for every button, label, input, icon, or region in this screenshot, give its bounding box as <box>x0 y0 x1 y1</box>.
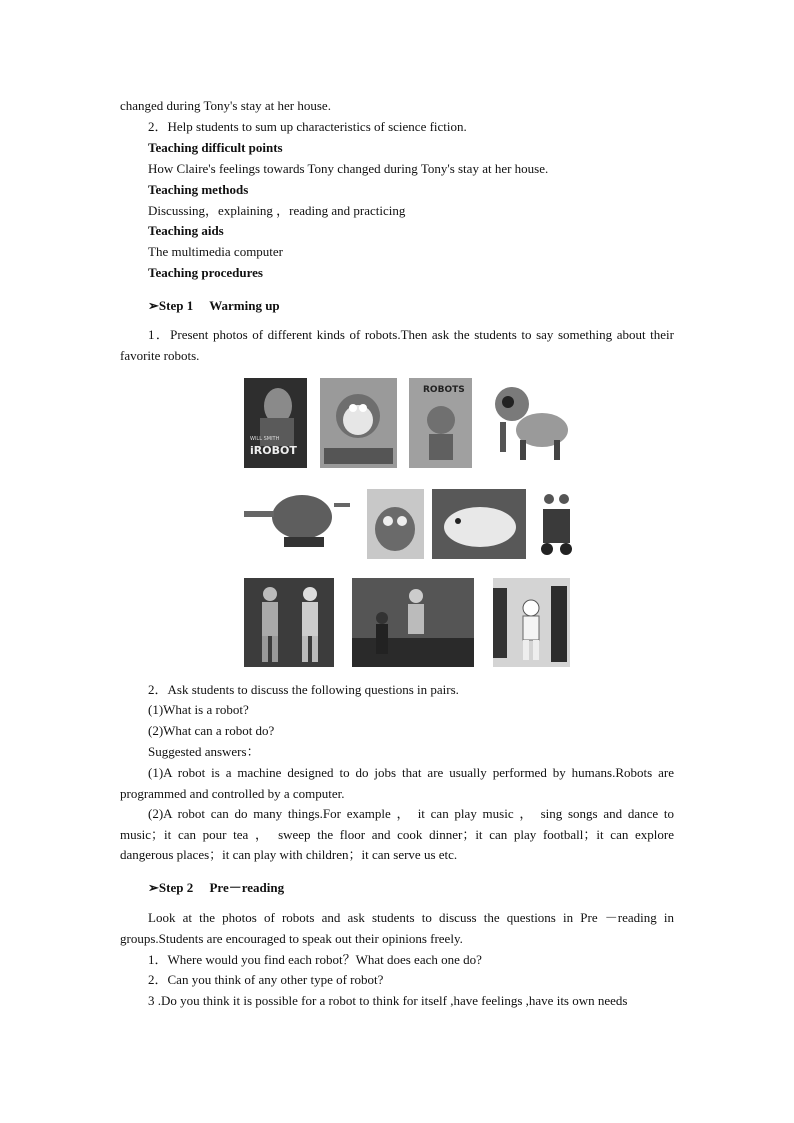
robot-dog-graphic <box>484 378 580 468</box>
step-marker-icon: ➢ <box>148 880 159 895</box>
top-line-1: changed during Tony's stay at her house. <box>120 98 331 113</box>
irobot-poster-graphic <box>244 378 307 468</box>
robots-poster-graphic <box>409 378 472 468</box>
heading-difficult-points: Teaching difficult points <box>148 140 283 155</box>
heading-teaching-methods: Teaching methods <box>148 182 249 197</box>
furby-graphic <box>367 489 424 559</box>
step2-heading <box>120 878 702 899</box>
step2-question-1: 1．Where would you find each robot？What does each one do? <box>148 952 482 967</box>
heading-teaching-aids: Teaching aids <box>148 223 224 238</box>
robot-dog-image <box>484 378 580 468</box>
teaching-methods-text: Discussing，explaining ，reading and practicing <box>148 203 406 218</box>
teaching-aids-text: The multimedia computer <box>148 244 284 259</box>
humanoid-robots-graphic <box>244 578 334 667</box>
step1-answer-1: (1)A robot is a machine designed to do jobs that are usually performed by humans.Robots are programmed and controlled by a computer. <box>120 765 674 801</box>
robot-exhibition-image <box>352 578 474 667</box>
furby-toy-image <box>367 489 424 559</box>
asimo-robot-image <box>493 578 570 667</box>
poster-title-text: iROBOT <box>250 444 297 457</box>
step2-question-2: 2．Can you think of any other type of robot? <box>148 972 384 987</box>
doraemon-graphic <box>320 378 397 468</box>
robot-exhibition-graphic <box>352 578 474 667</box>
robot-turtle-image <box>244 489 352 559</box>
robot-turtle-graphic <box>244 489 352 559</box>
step-marker-icon: ➢ <box>148 298 159 313</box>
difficult-points-text: How Claire's feelings towards Tony changed during Tony's stay at her house. <box>148 161 549 176</box>
step1-question-intro: 2．Ask students to discuss the following questions in pairs. <box>148 682 459 697</box>
step1-paragraph-1: 1．Present photos of different kinds of robots.Then ask the students to say something about their favorite robots. <box>120 327 674 363</box>
step1-answer-2: (2)A robot can do many things.For example ， it can play music ， sing songs and dance to music；it can pour tea ， sweep the floor and cook dinner；it can play football；it can explore dangerous places；it can play with children；it can serve us etc. <box>120 806 674 862</box>
robot-seal-graphic <box>432 489 526 559</box>
step1-title: Step 1 Warming up <box>158 298 280 313</box>
step2-title: Step 2 Pre－reading <box>158 880 285 895</box>
robot-seal-image <box>432 489 526 559</box>
asimo-graphic <box>493 578 570 667</box>
step2-question-3: 3 .Do you think it is possible for a robot to think for itself ,have feelings ,have its own needs <box>148 993 628 1008</box>
robots-movie-poster-image <box>409 378 472 468</box>
step2-paragraph: Look at the photos of robots and ask students to discuss the questions in Pre －reading in groups.Students are encouraged to speak out their opinions freely. <box>120 910 674 946</box>
irobot-poster-image <box>244 378 307 468</box>
mobile-robot-image <box>535 489 578 559</box>
suggested-answers-label: Suggested answers： <box>148 744 260 759</box>
doraemon-image <box>320 378 397 468</box>
robots-poster-title: ROBOTS <box>423 385 465 395</box>
objective-2: 2．Help students to sum up characteristics of science fiction. <box>148 119 467 134</box>
step1-heading <box>120 296 702 317</box>
poster-actor-name: WILL SMITH <box>250 436 280 442</box>
step1-question-1: (1)What is a robot? <box>148 702 249 717</box>
step1-question-2: (2)What can a robot do? <box>148 723 275 738</box>
mobile-robot-graphic <box>535 489 578 559</box>
humanoid-robots-image <box>244 578 334 667</box>
heading-teaching-procedures: Teaching procedures <box>148 265 263 280</box>
